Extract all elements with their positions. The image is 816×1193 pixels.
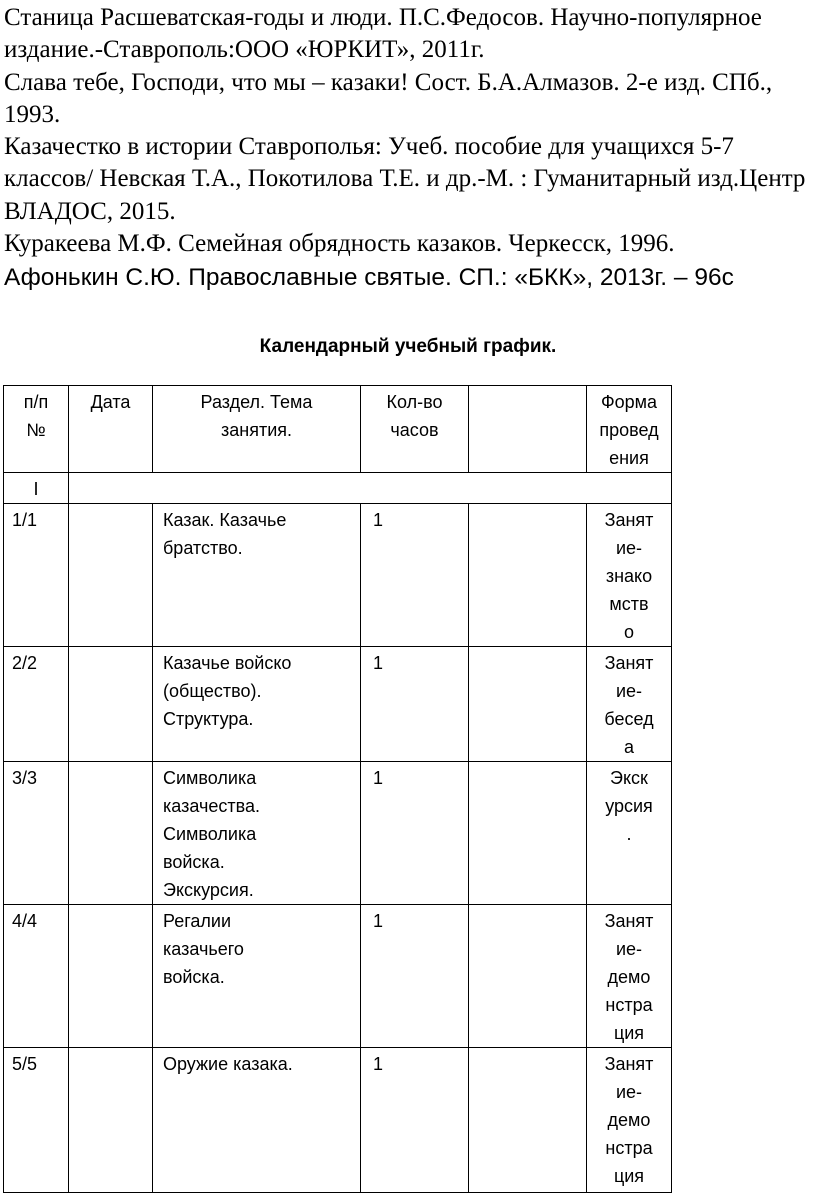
row-empty xyxy=(469,1048,587,1193)
row-num: 2/2 xyxy=(4,647,69,762)
header-date: Дата xyxy=(69,386,153,473)
section-empty xyxy=(69,473,672,504)
header-hours: Кол-во часов xyxy=(361,386,469,473)
row-hours: 1 xyxy=(361,905,469,1048)
row-hours: 1 xyxy=(361,504,469,647)
row-empty xyxy=(469,905,587,1048)
header-topic: Раздел. Тема занятия. xyxy=(153,386,361,473)
row-num: 5/5 xyxy=(4,1048,69,1193)
row-date xyxy=(69,647,153,762)
table-row xyxy=(4,762,672,905)
row-topic: Казак. Казачье братство. xyxy=(153,504,361,647)
row-topic: Символика казачества. Символика войска. Экскурсия. xyxy=(153,762,361,905)
row-num: 1/1 xyxy=(4,504,69,647)
reference-item: Афонькин С.Ю. Православные святые. СП.: «БКК», 2013г. – 96с xyxy=(4,264,734,292)
schedule-title: Календарный учебный график. xyxy=(259,336,557,357)
row-num: 3/3 xyxy=(4,762,69,905)
row-hours: 1 xyxy=(361,762,469,905)
reference-item: Куракеева М.Ф. Семейная обрядность казаков. Черкесск, 1996. xyxy=(4,230,675,258)
row-num: 4/4 xyxy=(4,905,69,1048)
row-empty xyxy=(469,647,587,762)
row-date xyxy=(69,1048,153,1193)
references-list xyxy=(4,2,816,295)
row-form: Занят ие- демо нстра ция xyxy=(587,1048,672,1193)
row-form: Экск урсия . xyxy=(587,762,672,905)
table-row xyxy=(4,647,672,762)
reference-item: Казачестко в истории Ставрополья: Учеб. пособие для учащихся 5-7 классов/ Невская Т.А., Покотилова Т.Е. и др.-М. : Гуманитарный изд.Центр ВЛАДОС, 2015. xyxy=(4,133,806,225)
section-label: I xyxy=(4,473,69,504)
reference-item: Слава тебе, Господи, что мы – казаки! Сост. Б.А.Алмазов. 2-е изд. СПб., 1993. xyxy=(4,68,773,128)
schedule-table xyxy=(3,385,672,1193)
table-row xyxy=(4,504,672,647)
table-header-row xyxy=(4,386,672,473)
row-empty xyxy=(469,504,587,647)
row-form: Занят ие- знако мств о xyxy=(587,504,672,647)
row-topic: Регалии казачьего войска. xyxy=(153,905,361,1048)
reference-item: Станица Расшеватская-годы и люди. П.С.Федосов. Научно-популярное издание.-Ставрополь:ООО «ЮРКИТ», 2011г. xyxy=(4,4,762,64)
row-date xyxy=(69,504,153,647)
row-date xyxy=(69,905,153,1048)
row-date xyxy=(69,762,153,905)
section-row xyxy=(4,473,672,504)
row-topic: Казачье войско (общество). Структура. xyxy=(153,647,361,762)
row-form: Занят ие- бесед а xyxy=(587,647,672,762)
row-form: Занят ие- демо нстра ция xyxy=(587,905,672,1048)
table-row xyxy=(4,1048,672,1193)
row-hours: 1 xyxy=(361,1048,469,1193)
row-hours: 1 xyxy=(361,647,469,762)
row-empty xyxy=(469,762,587,905)
header-form: Форма провед ения xyxy=(587,386,672,473)
row-topic: Оружие казака. xyxy=(153,1048,361,1193)
table-row xyxy=(4,905,672,1048)
header-empty xyxy=(469,386,587,473)
header-num: п/п № xyxy=(4,386,69,473)
